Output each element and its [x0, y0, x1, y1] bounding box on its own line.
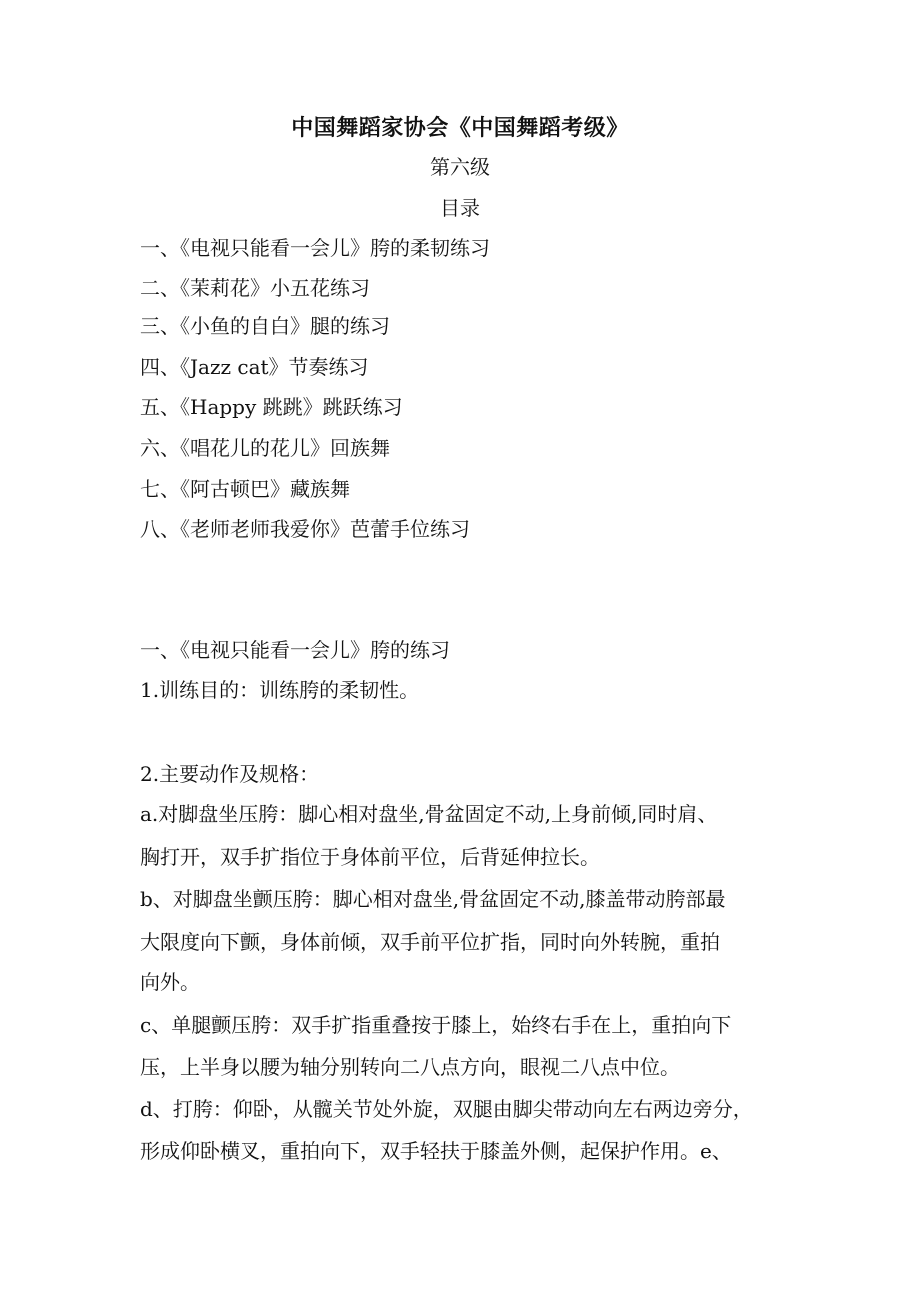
- toc-item-7: 七、《阿古顿巴》藏族舞: [140, 477, 350, 501]
- body-line-6: c、单腿颤压胯：双手扩指重叠按于膝上，始终右手在上，重拍向下: [140, 1013, 732, 1037]
- document-title: 中国舞蹈家协会《中国舞蹈考级》: [291, 115, 629, 141]
- body-line-1: a.对脚盘坐压胯：脚心相对盘坐,骨盆固定不动,上身前倾,同时肩、: [140, 802, 718, 826]
- toc-item-6: 六、《唱花儿的花儿》回族舞: [140, 436, 390, 460]
- body-line-9: 形成仰卧横叉，重拍向下，双手轻扶于膝盖外侧，起保护作用。e、: [140, 1139, 732, 1163]
- toc-item-1: 一、《电视只能看一会儿》胯的柔韧练习: [140, 236, 490, 260]
- body-line-7: 压，上半身以腰为轴分别转向二八点方向，眼视二八点中位。: [140, 1055, 680, 1079]
- toc-item-2: 二、《茉莉花》小五花练习: [140, 276, 370, 300]
- training-purpose: 1.训练目的：训练胯的柔韧性。: [140, 678, 420, 702]
- toc-item-3: 三、《小鱼的自白》腿的练习: [140, 314, 390, 338]
- toc-heading: 目录: [440, 196, 480, 220]
- body-line-5: 向外。: [140, 970, 200, 994]
- toc-item-8: 八、《老师老师我爱你》芭蕾手位练习: [140, 517, 470, 541]
- level-heading: 第六级: [430, 155, 490, 179]
- body-line-8: d、打胯：仰卧，从髋关节处外旋，双腿由脚尖带动向左右两边旁分，: [140, 1097, 753, 1121]
- toc-item-4: 四、《Jazz cat》节奏练习: [140, 355, 369, 379]
- body-line-4: 大限度向下颤，身体前倾，双手前平位扩指，同时向外转腕，重拍: [140, 930, 720, 954]
- toc-item-5: 五、《Happy 跳跳》跳跃练习: [140, 395, 403, 419]
- section-heading: 一、《电视只能看一会儿》胯的练习: [140, 638, 450, 662]
- body-line-2: 胸打开，双手扩指位于身体前平位，后背延伸拉长。: [140, 845, 600, 869]
- actions-heading: 2.主要动作及规格：: [140, 762, 320, 786]
- body-line-3: b、对脚盘坐颤压胯：脚心相对盘坐,骨盆固定不动,膝盖带动胯部最: [140, 887, 726, 911]
